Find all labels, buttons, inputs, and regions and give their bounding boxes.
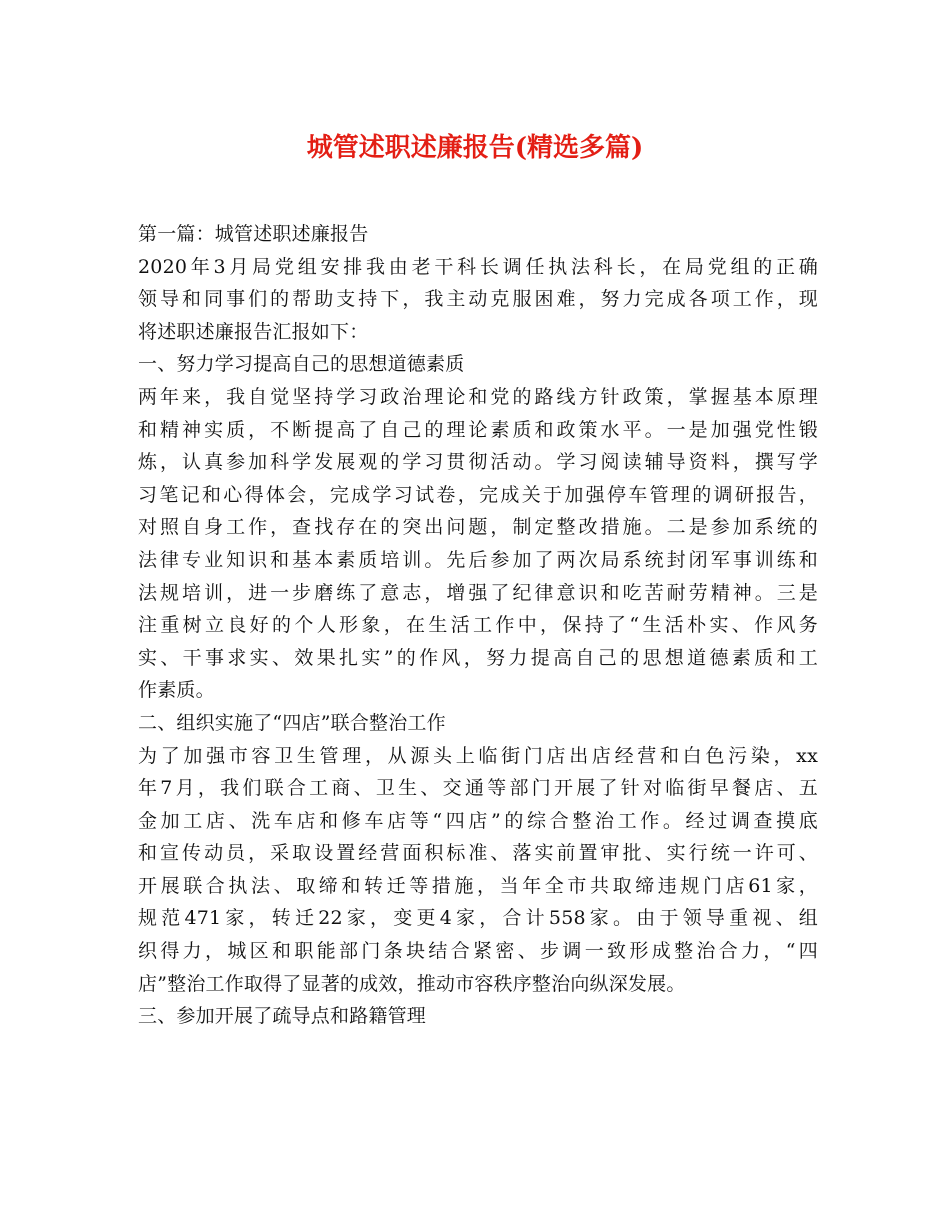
- subsection-heading: 一、努力学习提高自己的思想道德素质: [138, 353, 465, 376]
- section-heading: 第一篇：城管述职述廉报告: [138, 223, 369, 245]
- body-line: 对照自身工作，查找存在的突出问题，制定整改措施。二是参加系统的: [138, 516, 818, 539]
- body-line: 规范471家，转迁22家，变更4家，合计558家。由于领导重视、组: [138, 907, 818, 930]
- document-title: 城管述职述廉报告(精选多篇): [306, 133, 644, 163]
- body-line: 法律专业知识和基本素质培训。先后参加了两次局系统封闭军事训练和: [138, 548, 818, 571]
- body-line: 作素质。: [138, 679, 215, 702]
- body-line: 2020年3月局党组安排我由老干科长调任执法科长，在局党组的正确: [138, 255, 818, 278]
- body-line: 实、干事求实、效果扎实”的作风，努力提高自己的思想道德素质和工: [138, 646, 818, 669]
- body-line: 为了加强市容卫生管理，从源头上临街门店出店经营和白色污染，xx: [138, 744, 818, 767]
- body-line: 开展联合执法、取缔和转迁等措施，当年全市共取缔违规门店61家，: [138, 874, 818, 897]
- body-line: 注重树立良好的个人形象，在生活工作中，保持了“生活朴实、作风务: [138, 614, 818, 637]
- body-line: 领导和同事们的帮助支持下，我主动克服困难，努力完成各项工作，现: [138, 288, 818, 311]
- subsection-heading: 二、组织实施了“四店”联合整治工作: [138, 711, 446, 734]
- body-line: 年7月，我们联合工商、卫生、交通等部门开展了针对临街早餐店、五: [138, 777, 818, 800]
- document-body: [138, 218, 818, 1033]
- body-line: 法规培训，进一步磨练了意志，增强了纪律意识和吃苦耐劳精神。三是: [138, 581, 818, 604]
- subsection-heading: 三、参加开展了疏导点和路籍管理: [138, 1005, 427, 1028]
- body-line: 金加工店、洗车店和修车店等“四店”的综合整治工作。经过调查摸底: [138, 809, 818, 832]
- body-line: 店”整治工作取得了显著的成效，推动市容秩序整治向纵深发展。: [138, 972, 686, 995]
- body-line: 两年来，我自觉坚持学习政治理论和党的路线方针政策，掌握基本原理: [138, 385, 818, 408]
- body-line: 炼，认真参加科学发展观的学习贯彻活动。学习阅读辅导资料，撰写学: [138, 451, 818, 474]
- body-line: 习笔记和心得体会，完成学习试卷，完成关于加强停车管理的调研报告，: [138, 483, 818, 506]
- body-line: 将述职述廉报告汇报如下：: [138, 320, 369, 343]
- body-line: 和精神实质，不断提高了自己的理论素质和政策水平。一是加强党性锻: [138, 418, 818, 441]
- body-line: 和宣传动员，采取设置经营面积标准、落实前置审批、实行统一许可、: [138, 842, 818, 865]
- body-line: 织得力，城区和职能部门条块结合紧密、步调一致形成整治合力，“四: [138, 940, 818, 963]
